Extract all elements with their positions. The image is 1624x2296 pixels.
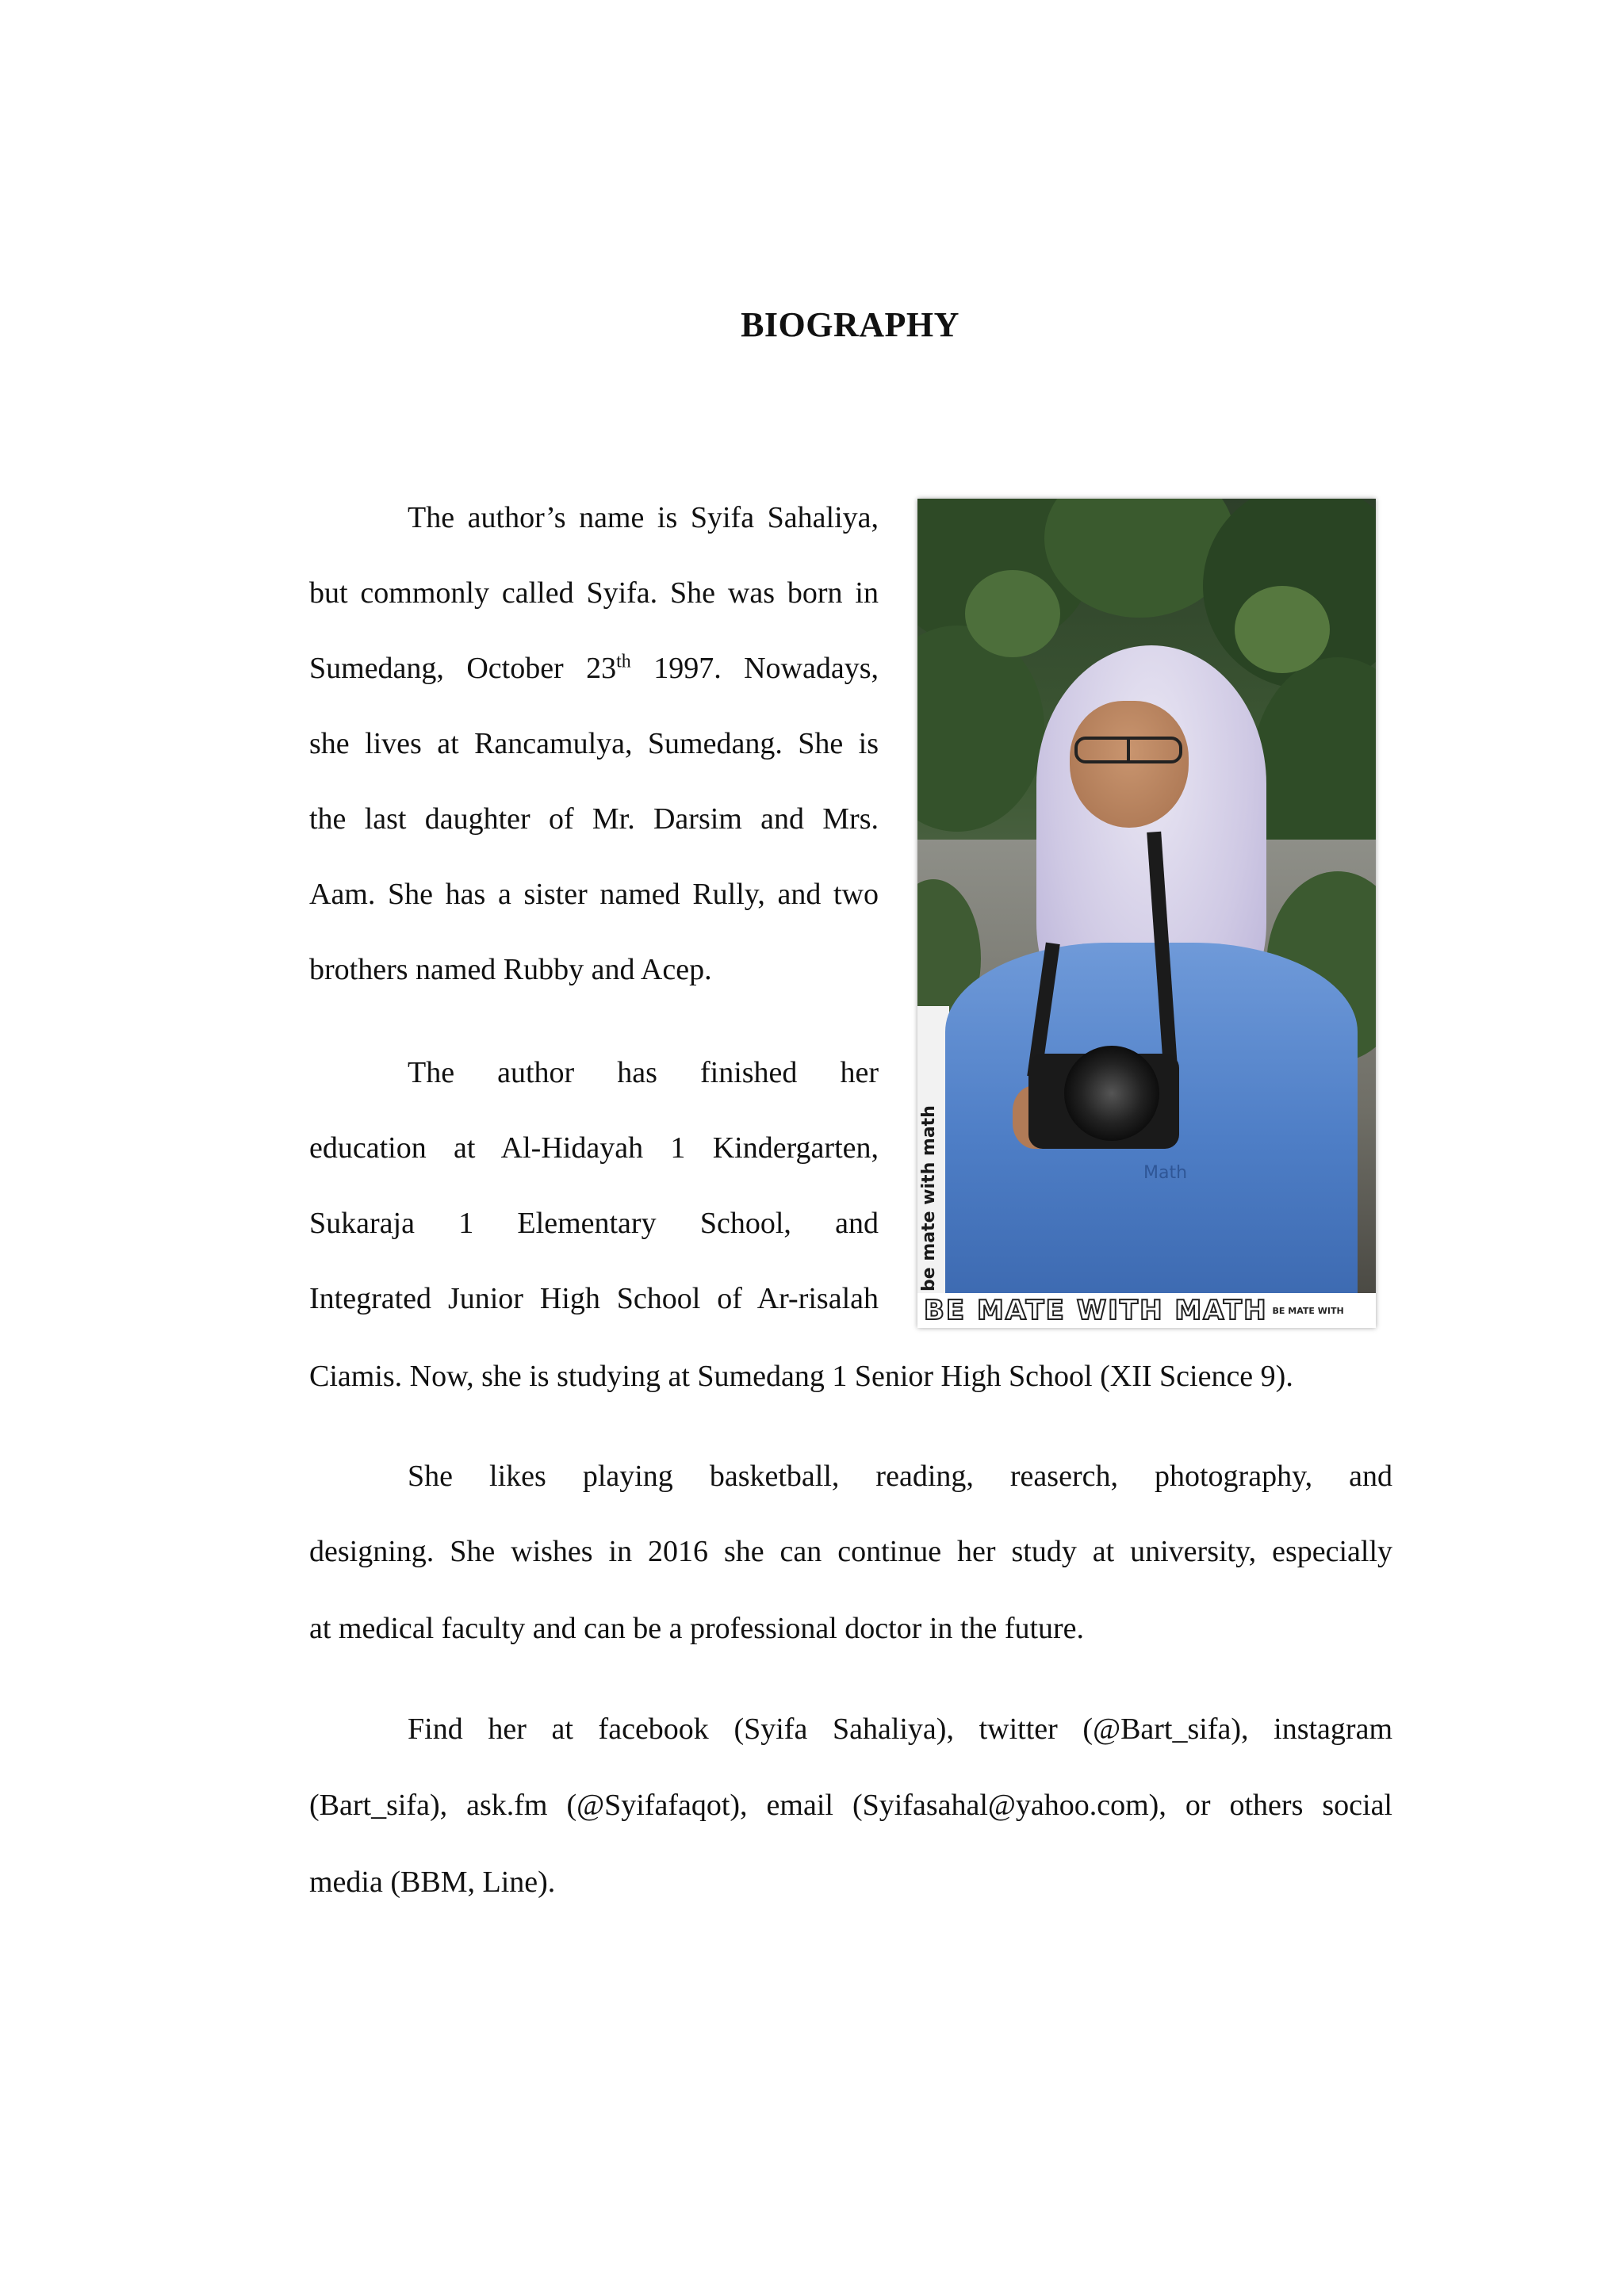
- p1-line-3-sup: th: [616, 651, 631, 672]
- photo-side-text: be mate with math: [919, 1105, 939, 1292]
- p4-line-1: Find her at facebook (Syifa Sahaliya), twitter (@Bart_sifa), instagram: [408, 1712, 1392, 1746]
- p3-line-2: designing. She wishes in 2016 she can continue her study at university, especially: [309, 1535, 1392, 1568]
- p4-line-3: media (BBM, Line).: [309, 1866, 556, 1899]
- p1-line-1: The author’s name is Syifa Sahaliya,: [408, 501, 879, 534]
- photo-banner-small: BE MATE WITH: [1272, 1305, 1344, 1316]
- photo-banner: [917, 1293, 1376, 1328]
- p2-line-4: Integrated Junior High School of Ar-risalah: [309, 1282, 879, 1315]
- p2-line-3: Sukaraja 1 Elementary School, and: [309, 1207, 879, 1240]
- photo-scene: [917, 499, 1376, 1293]
- p2-line-5: Ciamis. Now, she is studying at Sumedang 1 Senior High School (XII Science 9).: [309, 1360, 1293, 1393]
- p3-line-1: She likes playing basketball, reading, reaserch, photography, and: [408, 1460, 1392, 1493]
- p1-line-3-a: Sumedang, October 23: [309, 652, 617, 685]
- p1-line-2: but commonly called Syifa. She was born in: [309, 576, 879, 610]
- p1-line-3-b: 1997. Nowadays,: [630, 652, 879, 685]
- page-title: BIOGRAPHY: [741, 305, 959, 344]
- p1-line-7: brothers named Rubby and Acep.: [309, 953, 712, 986]
- p1-line-3: [309, 649, 879, 687]
- p1-line-4: she lives at Rancamulya, Sumedang. She is: [309, 727, 879, 760]
- p1-line-5: the last daughter of Mr. Darsim and Mrs.: [309, 802, 879, 836]
- shirt-text: Math: [1143, 1163, 1188, 1183]
- author-photo: [917, 499, 1376, 1328]
- p2-line-2: education at Al-Hidayah 1 Kindergarten,: [309, 1131, 879, 1165]
- p2-line-1: The author has finished her: [408, 1056, 879, 1089]
- p3-line-3: at medical faculty and can be a professional doctor in the future.: [309, 1612, 1085, 1645]
- p4-line-2: (Bart_sifa), ask.fm (@Syifafaqot), email (Syifasahal@yahoo.com), or others social: [309, 1789, 1392, 1822]
- p1-line-6: Aam. She has a sister named Rully, and two: [309, 878, 879, 911]
- photo-banner-text: BE MATE WITH MATH: [924, 1295, 1268, 1326]
